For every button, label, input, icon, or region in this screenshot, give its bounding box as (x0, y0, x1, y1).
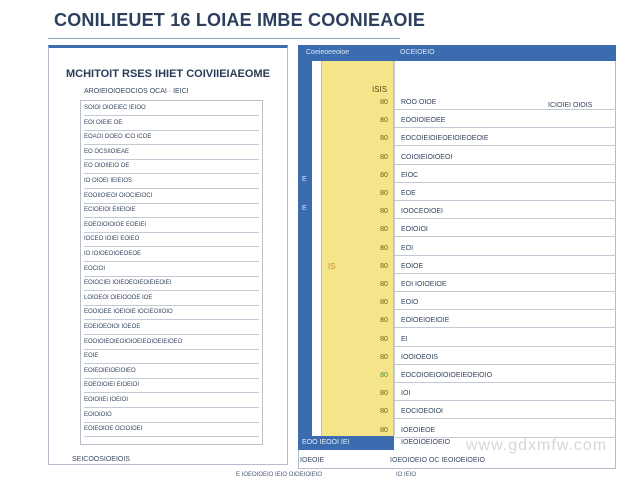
row-number: 80 (380, 117, 388, 125)
table-row-label: EI (401, 335, 408, 343)
list-item: SOIOI OIOEIEC IEIOO (84, 104, 259, 116)
table-row-divider (395, 164, 616, 165)
caption-right: IO IEIO (396, 472, 417, 478)
row-number: 80 (380, 335, 388, 343)
table-row-divider (395, 145, 616, 146)
list-item: EOEOIOIOIOE EOEIEI (84, 221, 259, 233)
table-row-divider (395, 400, 616, 401)
table-row-label: EOE (401, 190, 416, 197)
right-head-left-label: Coeieoeeoioe (306, 49, 350, 56)
right-footer-right: IOEOIOEIO OC IEOIOEIOEIO (390, 457, 485, 464)
table-row-label: ROO OIOE (401, 99, 437, 106)
left-panel-header: MCHITOIT RSES IHIET COIVIIEIAEOME (66, 68, 270, 80)
table-row-label: IOEOIEOE (401, 426, 436, 434)
table-row-divider (395, 291, 616, 292)
right-footer-left: IOEOIE (300, 457, 325, 464)
row-number: 80 (380, 226, 388, 234)
table-row-label: EOIOEIOEIOIE (401, 317, 450, 325)
list-item: LOIOEOI OIEIOOOE IOE (84, 294, 259, 306)
row-number: 80 (380, 99, 388, 106)
strip-marker: E (302, 205, 307, 212)
row-number: 80 (380, 353, 388, 361)
list-item: EOIEOIOE OCIOIOEI (84, 425, 259, 437)
row-number: 80 (380, 171, 388, 179)
row-number: 80 (380, 208, 388, 216)
row-number: 80 (380, 317, 388, 325)
column-divider (394, 61, 395, 436)
table-row-divider (395, 382, 616, 383)
title-divider (48, 38, 400, 39)
list-item: EOOIOEE IOEIOIE IOCIEOIIOIO (84, 308, 259, 320)
list-item: EOEIOEOIOI IOEOE (84, 323, 259, 335)
table-row-label: IOOIOEOIS (401, 353, 438, 361)
table-row-label: EOCOIOEIOIOIOEIEOEIOIO (401, 372, 493, 379)
table-row-divider (395, 255, 616, 256)
row-number: 80 (380, 408, 388, 416)
table-row-label: COIOIEIOIOEOI (401, 153, 453, 161)
left-accent-strip (298, 61, 312, 436)
list-item: EOOIIOIEOI OIOCIEIOCI (84, 192, 259, 204)
table-row-divider (395, 127, 616, 128)
highlight-column-label: ISIS (372, 85, 388, 94)
table-row-divider (395, 309, 616, 310)
watermark: www.gdxmfw.com (466, 437, 608, 454)
list-item: EOIOIIEI IOEIOI (84, 396, 259, 408)
list-item: IO IOIOEOIOEOEOE (84, 250, 259, 262)
list-item: EOIOIOIO (84, 411, 259, 423)
caption-left: E IOEOIOEIO IEIO OIOEIOIEIO (236, 472, 323, 478)
strip-marker: E (302, 176, 307, 183)
row-number: 80 (380, 244, 388, 252)
table-row-label: EOIO (401, 299, 419, 307)
table-row-label: EIOC (401, 171, 419, 179)
table-row-divider (395, 273, 616, 274)
table-row-label: EOOIOIEOEE (401, 117, 446, 125)
list-item: EOEOIOIEI EIOEIOI (84, 381, 259, 393)
list-item: IO OIOEI IEIEIOS (84, 177, 259, 189)
table-row-label: EOCOIEIOIEOEIOIEOEOIE (401, 135, 489, 143)
row-number: 80 (380, 372, 388, 379)
right-head-right-label: OCEIOEIO (400, 49, 435, 56)
table-row-divider (395, 364, 616, 365)
table-row-divider (395, 418, 616, 419)
table-row-divider (395, 182, 616, 183)
row-number: 80 (380, 426, 388, 434)
table-row-divider (395, 236, 616, 237)
table-row-label: EOI (401, 244, 414, 252)
list-item: EO OIOIIEIO OE (84, 162, 259, 174)
list-item: EOAOI OOEO ICO ICOE (84, 133, 259, 145)
table-row-label: IOOCEOIOEI (401, 208, 444, 216)
row-number: 80 (380, 281, 388, 288)
row-number: 80 (380, 190, 388, 197)
list-item: EOI OIEIE OE (84, 119, 259, 131)
row-number: 80 (380, 153, 388, 161)
list-item: EOCIOI (84, 265, 259, 277)
list-item: EO OCSIIOIEAE (84, 148, 259, 160)
table-row-divider (395, 327, 616, 328)
list-item: ECIOEIOI EIIEIOIE (84, 206, 259, 218)
row-number: 80 (380, 299, 388, 307)
table-row-divider (395, 109, 616, 110)
highlight-marker: IS (328, 262, 336, 271)
table-row-label: EOI IOIOEIOE (401, 281, 447, 288)
table-row-label: EOIOIOI (401, 226, 428, 234)
left-panel-subheader: AROIEIOIOEOCIOS OCAI · IEICI (84, 88, 189, 95)
list-item: EOIE (84, 352, 259, 364)
list-item: EOOIOIEOIEOIOIOEIEOIOEIEIOEO (84, 338, 259, 350)
list-item: IOCEO IOIEI EOIEO (84, 235, 259, 247)
row-number: 80 (380, 262, 388, 270)
list-item: EOIEOIEIOEIOIEO (84, 367, 259, 379)
table-row-label: IOI (401, 390, 411, 398)
table-row-divider (395, 346, 616, 347)
list-item: EOIOCIEI IOIEOEOIEOIEIEOIEI (84, 279, 259, 291)
page-title: CONILIEUET 16 LOIAE IMBE COONIEAOIE (54, 10, 426, 30)
left-panel-footer: SEICOOSIOEIOIS (72, 456, 130, 463)
bottom-right-label: IOEOIOEIOEIO (401, 439, 451, 446)
bottom-bar-label: EOO IEOOI IEI (302, 439, 350, 446)
table-row-divider (395, 218, 616, 219)
table-row-label: EOIOE (401, 262, 424, 270)
table-row-label: EOCIOEOIOI (401, 408, 444, 416)
row-number: 80 (380, 390, 388, 398)
right-column-header: ICIOIEI OIOIS (548, 102, 593, 109)
row-number: 80 (380, 135, 388, 143)
table-row-divider (395, 200, 616, 201)
